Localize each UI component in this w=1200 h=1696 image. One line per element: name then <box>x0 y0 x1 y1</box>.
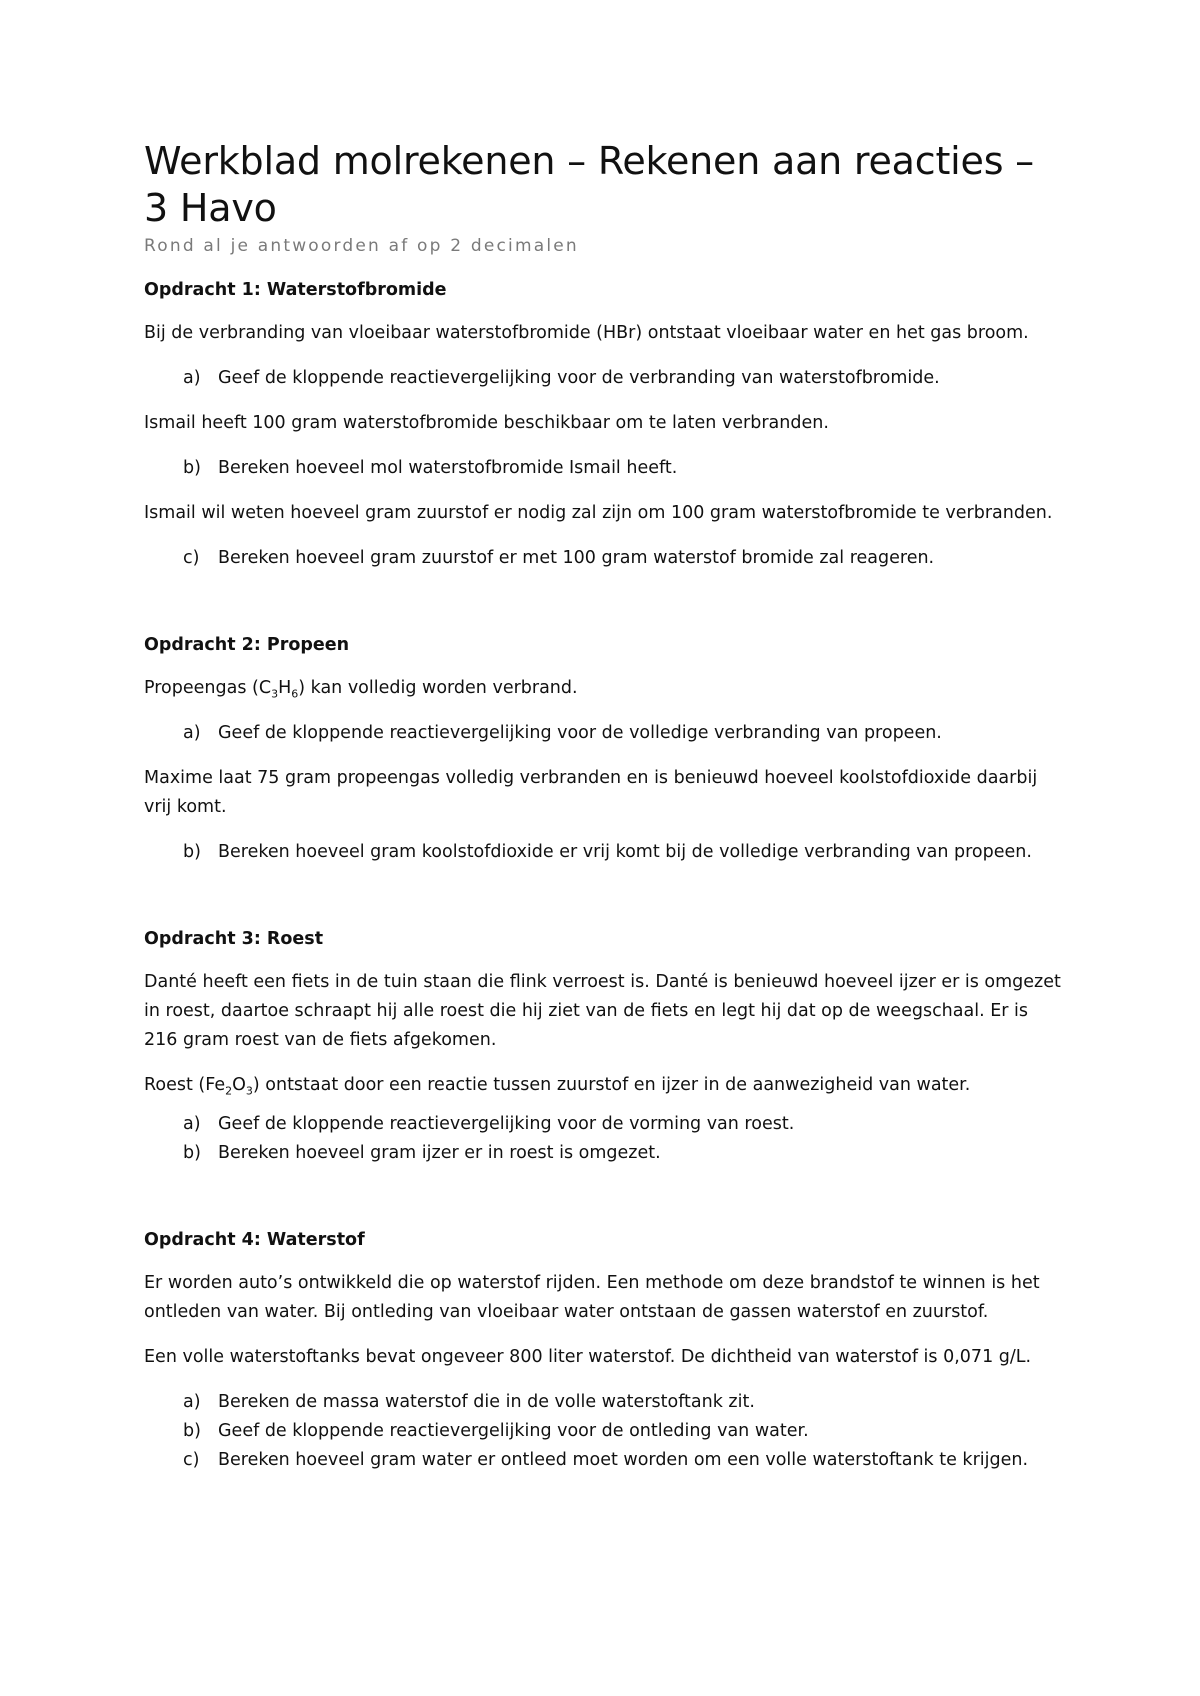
opdracht-3-question-b <box>144 1139 1064 1168</box>
opdracht-2-question-b <box>144 838 1064 867</box>
document-page <box>144 138 1064 1475</box>
list-marker: b) <box>183 842 201 862</box>
list-marker: c) <box>183 548 200 568</box>
question-text: Bereken hoeveel mol waterstofbromide Ismail heeft. <box>218 458 678 478</box>
opdracht-3-context: Roest $(Fe_2O_3)$ ontstaat door een reactie tussen zuurstof en ijzer in de aanwezigheid van water. <box>144 1075 971 1098</box>
opdracht-1-heading: Opdracht 1: Waterstofbromide <box>144 280 447 300</box>
opdracht-4-heading: Opdracht 4: Waterstof <box>144 1230 365 1250</box>
opdracht-1-intro: Bij de verbranding van vloeibaar waterstofbromide (HBr) ontstaat vloeibaar water en het gas broom. <box>144 323 1029 343</box>
list-marker: c) <box>183 1450 200 1470</box>
question-text: Bereken de massa waterstof die in de volle waterstoftank zit. <box>218 1392 755 1412</box>
question-text: Bereken hoeveel gram ijzer er in roest is omgezet. <box>218 1143 661 1163</box>
question-text: Bereken hoeveel gram zuurstof er met 100 gram waterstof bromide zal reageren. <box>218 548 935 568</box>
question-text: Geef de kloppende reactievergelijking voor de vorming van roest. <box>218 1114 795 1134</box>
opdracht-1-context-2: Ismail wil weten hoeveel gram zuurstof er nodig zal zijn om 100 gram waterstofbromide te verbranden. <box>144 503 1053 523</box>
document-title: Werkblad molrekenen – Rekenen aan reacties – 3 Havo <box>144 139 1034 230</box>
document-subtitle: Rond al je antwoorden af op 2 decimalen <box>144 236 579 256</box>
list-marker: b) <box>183 1143 201 1163</box>
opdracht-2-question-a <box>144 719 1064 748</box>
opdracht-1-question-c <box>144 544 1064 573</box>
opdracht-4-question-a <box>144 1388 1064 1417</box>
opdracht-4-question-c <box>144 1446 1064 1475</box>
opdracht-3-question-a <box>144 1110 1064 1139</box>
opdracht-2-heading: Opdracht 2: Propeen <box>144 635 350 655</box>
opdracht-2-context: Maxime laat 75 gram propeengas volledig verbranden en is benieuwd hoeveel koolstofdioxide daarbij vrij komt. <box>144 768 1038 817</box>
list-marker: a) <box>183 1114 201 1134</box>
opdracht-1-context-1: Ismail heeft 100 gram waterstofbromide beschikbaar om te laten verbranden. <box>144 413 829 433</box>
list-marker: a) <box>183 1392 201 1412</box>
question-text: Bereken hoeveel gram koolstofdioxide er vrij komt bij de volledige verbranding van propeen. <box>218 842 1032 862</box>
opdracht-1-question-b <box>144 454 1064 483</box>
opdracht-2-intro: Propeengas $(C_3H_6)$ kan volledig worden verbrand. <box>144 678 578 701</box>
list-marker: a) <box>183 723 201 743</box>
opdracht-1-question-a <box>144 364 1064 393</box>
list-marker: b) <box>183 458 201 478</box>
list-marker: b) <box>183 1421 201 1441</box>
opdracht-4-context: Een volle waterstoftanks bevat ongeveer 800 liter waterstof. De dichtheid van waterstof is 0,071 g/L. <box>144 1347 1032 1367</box>
question-text: Geef de kloppende reactievergelijking voor de volledige verbranding van propeen. <box>218 723 942 743</box>
question-text: Geef de kloppende reactievergelijking voor de ontleding van water. <box>218 1421 809 1441</box>
opdracht-4-question-b <box>144 1417 1064 1446</box>
list-marker: a) <box>183 368 201 388</box>
opdracht-3-intro: Danté heeft een fiets in de tuin staan die flink verroest is. Danté is benieuwd hoeveel ijzer er is omgezet in roest, daartoe schraapt hij alle roest die hij ziet van de fiets en legt hij dat op de weegschaal. Er is 216 gram roest van de fiets afgekomen. <box>144 972 1061 1050</box>
opdracht-3-heading: Opdracht 3: Roest <box>144 929 324 949</box>
question-text: Bereken hoeveel gram water er ontleed moet worden om een volle waterstoftank te krijgen. <box>218 1450 1029 1470</box>
opdracht-4-intro: Er worden auto’s ontwikkeld die op waterstof rijden. Een methode om deze brandstof te winnen is het ontleden van water. Bij ontleding van vloeibaar water ontstaan de gassen waterstof en zuurstof. <box>144 1273 1040 1322</box>
question-text: Geef de kloppende reactievergelijking voor de verbranding van waterstofbromide. <box>218 368 940 388</box>
